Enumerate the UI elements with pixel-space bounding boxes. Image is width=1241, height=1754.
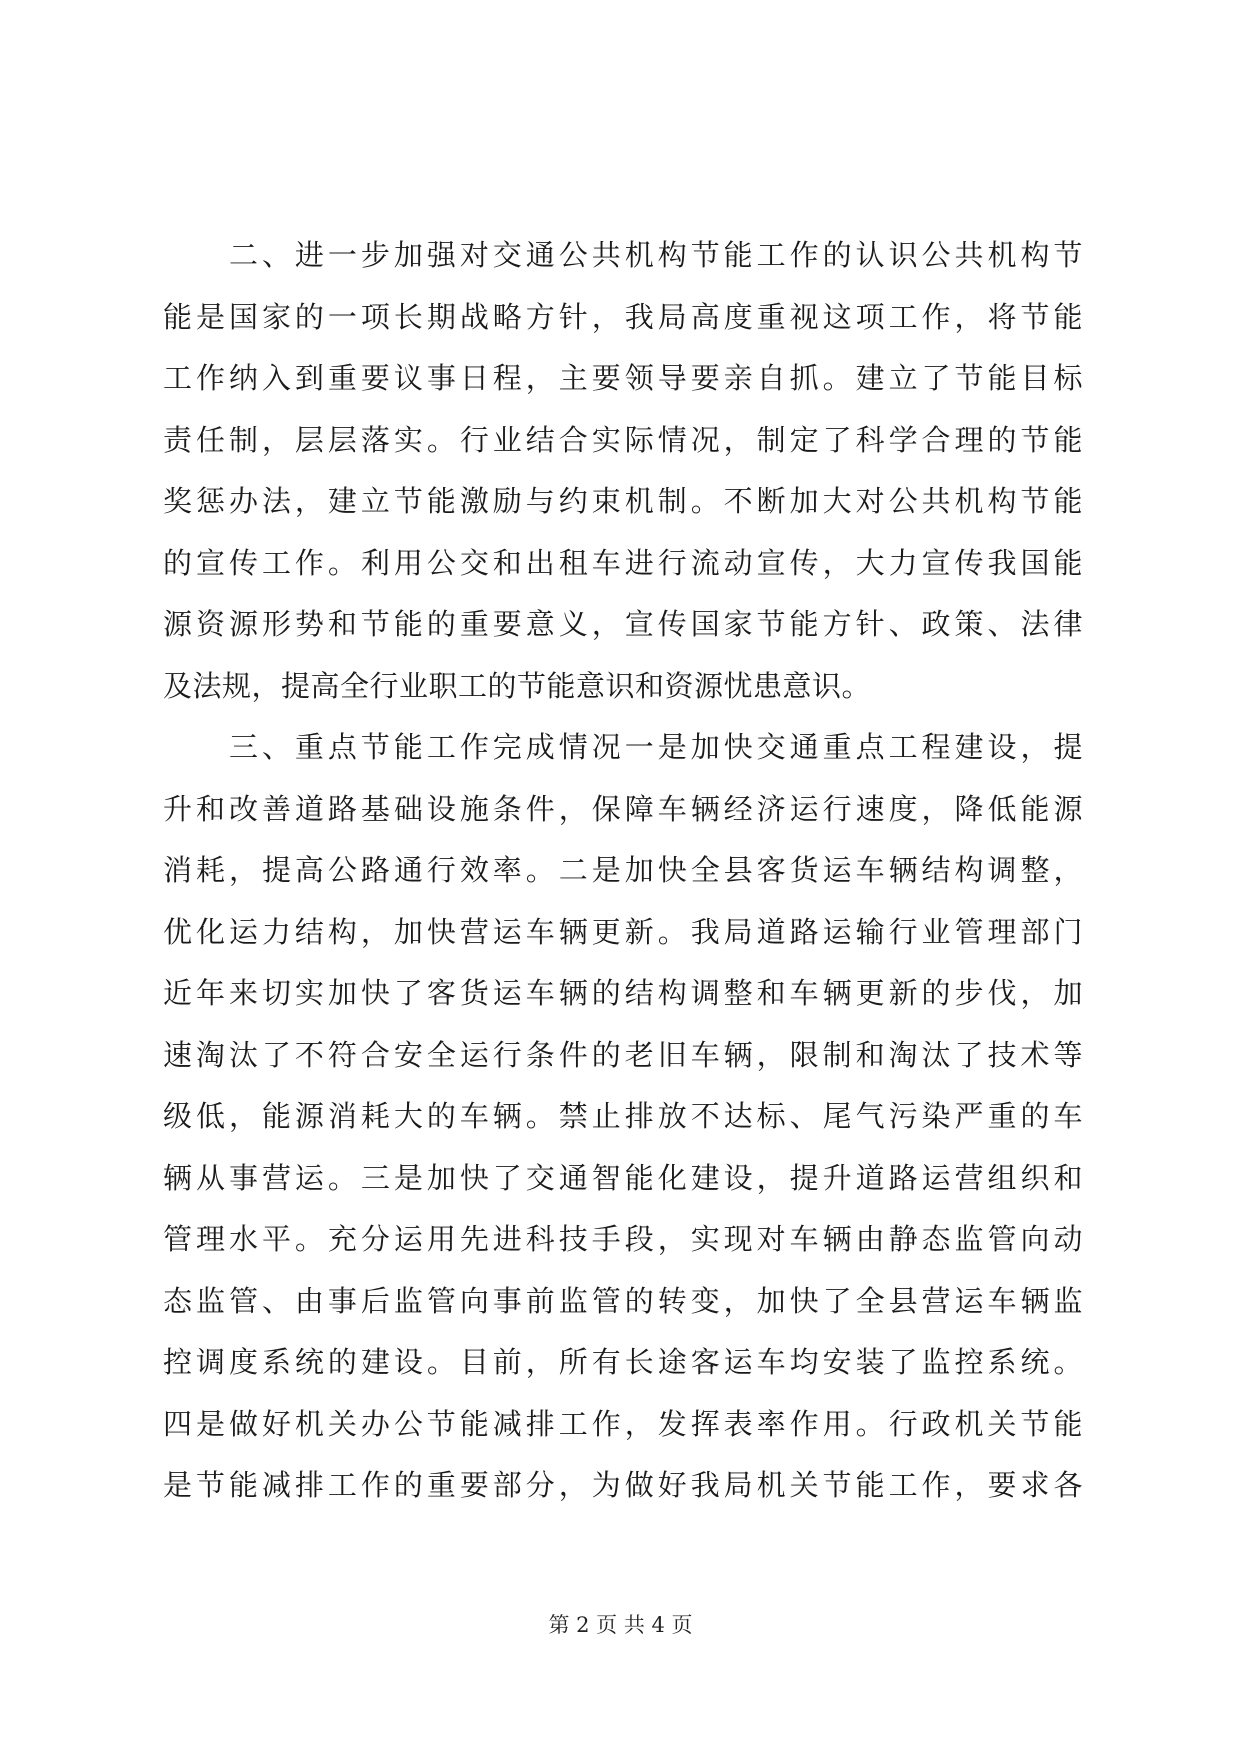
text-line: 级低，能源消耗大的车辆。禁止排放不达标、尾气污染严重的车	[163, 1099, 1083, 1133]
text-line: 责任制，层层落实。行业结合实际情况，制定了科学合理的节能	[163, 422, 1083, 457]
page-footer	[0, 1610, 1241, 1640]
text-line: 源资源形势和节能的重要意义，宣传国家节能方针、政策、法律	[163, 607, 1083, 641]
text-line: 优化运力结构，加快营运车辆更新。我局道路运输行业管理部门	[163, 914, 1083, 949]
text-line: 及法规，提高全行业职工的节能意识和资源忧患意识。	[163, 668, 872, 703]
page-number-label: 第 2 页 共 4 页	[548, 1613, 693, 1637]
text-line: 三、重点节能工作完成情况一是加快交通重点工程建设，提	[163, 730, 1083, 764]
text-line: 是节能减排工作的重要部分，为做好我局机关节能工作，要求各	[163, 1468, 1083, 1502]
text-line: 四是做好机关办公节能减排工作，发挥表率作用。行政机关节能	[163, 1406, 1083, 1441]
text-line: 近年来切实加快了客货运车辆的结构调整和车辆更新的步伐，加	[163, 976, 1083, 1010]
text-line: 奖惩办法，建立节能激励与约束机制。不断加大对公共机构节能	[163, 484, 1083, 518]
text-line: 二、进一步加强对交通公共机构节能工作的认识公共机构节	[163, 238, 1083, 272]
text-line: 的宣传工作。利用公交和出租车进行流动宣传，大力宣传我国能	[163, 545, 1083, 580]
text-line: 升和改善道路基础设施条件，保障车辆经济运行速度，降低能源	[163, 791, 1083, 826]
body-text	[163, 225, 1083, 1517]
text-line: 管理水平。充分运用先进科技手段，实现对车辆由静态监管向动	[163, 1222, 1083, 1256]
text-line: 消耗，提高公路通行效率。二是加快全县客货运车辆结构调整，	[163, 853, 1083, 887]
text-line: 态监管、由事后监管向事前监管的转变，加快了全县营运车辆监	[163, 1283, 1083, 1318]
text-line: 能是国家的一项长期战略方针，我局高度重视这项工作，将节能	[163, 299, 1083, 334]
text-line: 速淘汰了不符合安全运行条件的老旧车辆，限制和淘汰了技术等	[163, 1037, 1083, 1072]
text-line: 辆从事营运。三是加快了交通智能化建设，提升道路运营组织和	[163, 1160, 1083, 1195]
text-line: 控调度系统的建设。目前，所有长途客运车均安装了监控系统。	[163, 1345, 1083, 1379]
text-line: 工作纳入到重要议事日程，主要领导要亲自抓。建立了节能目标	[163, 361, 1083, 395]
